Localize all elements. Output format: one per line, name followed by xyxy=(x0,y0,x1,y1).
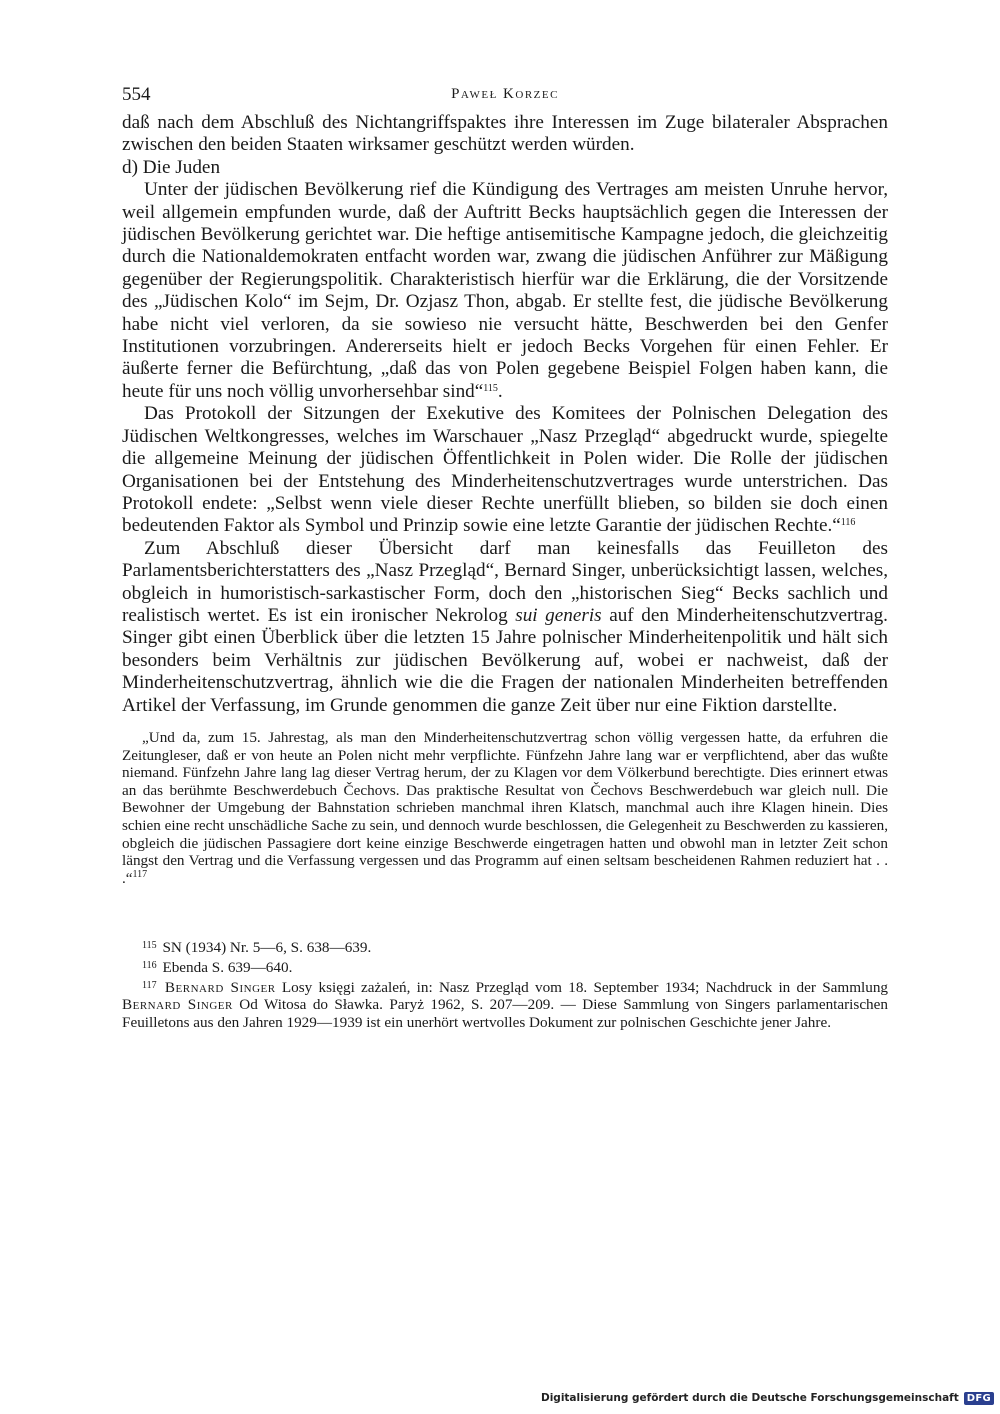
footnote-text: SN (1934) Nr. 5—6, S. 638—639. xyxy=(162,939,372,957)
paragraph-4-italic: sui generis xyxy=(515,604,602,626)
footnote-number: 115 xyxy=(142,940,157,952)
footnote-text: Ebenda S. 639—640. xyxy=(162,958,293,976)
footnote-author: Bernard Singer xyxy=(122,996,233,1014)
paragraph-4 xyxy=(122,538,888,717)
footnote-author: Bernard Singer xyxy=(164,978,276,996)
block-quote-text: „Und da, zum 15. Jahrestag, als man den Minderheitenschutzvertrag schon völlig vergessen hatte, da erfuhren die Zeitungleser, daß er von heute an Polen nicht mehr verpflichte. Fünfzehn Jahre lang war er verpflichtend, aber das wußte niemand. Fünfzehn Jahre lang lag dieser Vertrag herum, der zu Klagen vor dem Völkerbund berechtigte. Dies erinnert etwas an das berühmte Beschwerdebuch Čechovs. Das praktische Resultat von Čechovs Beschwerdebuch war gleich null. Die Bewohner der Umgebung der Bahnstation schrieben manchmal ihren Klatsch, manchmal auch ihre Klagen hinein. Dies schien eine recht unschädliche Sache zu sein, und dennoch wurde beschlossen, die Gelegenheit zu Beschwerden zu kassieren, obgleich die jüdischen Passagiere dort keine einzige Beschwerde eingetragen hatten und obwohl man in letzter Zeit schon längst den Vertrag und die Verfassung vergessen und das Programm auf einen seltsam bescheidenen Rahmen reduziert hat . . .“ xyxy=(122,728,888,887)
paragraph-4-text-b: auf den Minderheitenschutzvertrag. Singer gibt einen Überblick über die letzten 15 Jahre polnischer Minderheitenpolitik und hält sich besonders beim Verhältnis zur jüdischen Bevölkerung auf, wobei er nachweist, daß der Minderheitenschutzvertrag, ähnlich wie die die Fragen der nationalen Minderheiten betreffenden Artikel der Verfassung, im Grunde genommen die ganze Zeit über nur eine Fiktion darstellte. xyxy=(122,604,888,716)
footnotes xyxy=(122,937,888,1031)
credit-text: Digitalisierung gefördert durch die Deutsche Forschungsgemeinschaft xyxy=(540,1392,959,1404)
paragraph-1: daß nach dem Abschluß des Nichtangriffspaktes ihre Interessen im Zuge bilateraler Absprachen zwischen den beiden Staaten wirksamer geschützt werden würden. xyxy=(122,112,888,156)
footnote-116 xyxy=(122,957,888,977)
block-quote xyxy=(122,729,888,887)
paragraph-2-end: . xyxy=(497,380,503,402)
page xyxy=(122,78,888,1031)
paragraph-3 xyxy=(122,403,888,537)
footnote-ref-117: 117 xyxy=(132,868,148,880)
footnote-117 xyxy=(122,977,888,1032)
section-heading: d) Die Juden xyxy=(122,156,221,178)
paragraph-4-text-a: Zum Abschluß dieser Übersicht darf man keinesfalls das Feuilleton des Parlamentsberichterstatters des „Nasz Przegląd“, Bernard Singer, unberücksichtigt lassen, welches, obgleich in humoristisch-sarkastischer Form, doch den „historischen Sieg“ Becks sachlich und realistisch wertet. Es ist ein ironischer Nekrolog xyxy=(122,537,888,626)
running-head: Paweł Korzec xyxy=(451,86,559,102)
page-number: 554 xyxy=(122,84,151,105)
footnote-number: 116 xyxy=(142,959,157,971)
dfg-logo-icon: DFG xyxy=(964,1392,994,1405)
footnote-115 xyxy=(122,937,888,957)
footnote-text-a: Losy księgi zażaleń, in: Nasz Przegląd vom 18. September 1934; Nachdruck in der Sammlung xyxy=(275,978,889,996)
page-header xyxy=(122,78,888,112)
body-text xyxy=(122,112,888,717)
footnote-number: 117 xyxy=(142,979,157,991)
paragraph-3-text: Das Protokoll der Sitzungen der Exekutive des Komitees der Polnischen Delegation des Jüdischen Weltkongresses, welches im Warschauer „Nasz Przegląd“ abgedruckt wurde, spiegelte die allgemeine Meinung der jüdischen Öffentlichkeit in Polen wider. Die Rolle der jüdischen Organisationen bei der Entstehung des Minderheitenschutzvertrages wurde unterstrichen. Das Protokoll endete: „Selbst wenn viele dieser Rechte unerfüllt blieben, so bilden sie doch einen bedeutenden Faktor als Symbol und Prinzip sowie eine letzte Garantie der jüdischen Rechte.“ xyxy=(122,403,888,537)
paragraph-2-text: Unter der jüdischen Bevölkerung rief die Kündigung des Vertrages am meisten Unruhe hervor, weil allgemein empfunden wurde, daß der Auftritt Becks hauptsächlich gegen die Interessen der jüdischen Bevölkerung gerichtet war. Die heftige antisemitische Kampagne jedoch, die gleichzeitig durch die Nationaldemokraten entfacht worden war, zwang die jüdischen Anführer zur Mäßigung gegenüber der Regierungspolitik. Charakteristisch hierfür war die Erklärung, die der Vorsitzende des „Jüdischen Kolo“ im Sejm, Dr. Ozjasz Thon, abgab. Er stellte fest, die jüdische Bevölkerung habe nicht viel verloren, da sie sowieso nie versucht hätte, Beschwerden bei den Genfer Institutionen vorzubringen. Andererseits hielt er jedoch Becks Vorgehen für einen Fehler. Er äußerte ferner die Befürchtung, „daß das von Polen gegebene Beispiel Folgen haben kann, die heute für uns noch völlig unvorhersehbar sind“ xyxy=(122,179,888,402)
footnote-ref-116: 116 xyxy=(840,517,856,529)
footnote-ref-115: 115 xyxy=(483,382,498,394)
digitization-credit xyxy=(541,1388,994,1408)
paragraph-2 xyxy=(122,179,888,403)
footnote-text-b: Od Witosa do Sławka. Paryż 1962, S. 207—209. — Diese Sammlung von Singers parlamentarischen Feuilletons aus den Jahren 1929—1939 ist ein unerhört wertvolles Dokument zur polnischen Geschichte jener Jahre. xyxy=(122,996,888,1031)
